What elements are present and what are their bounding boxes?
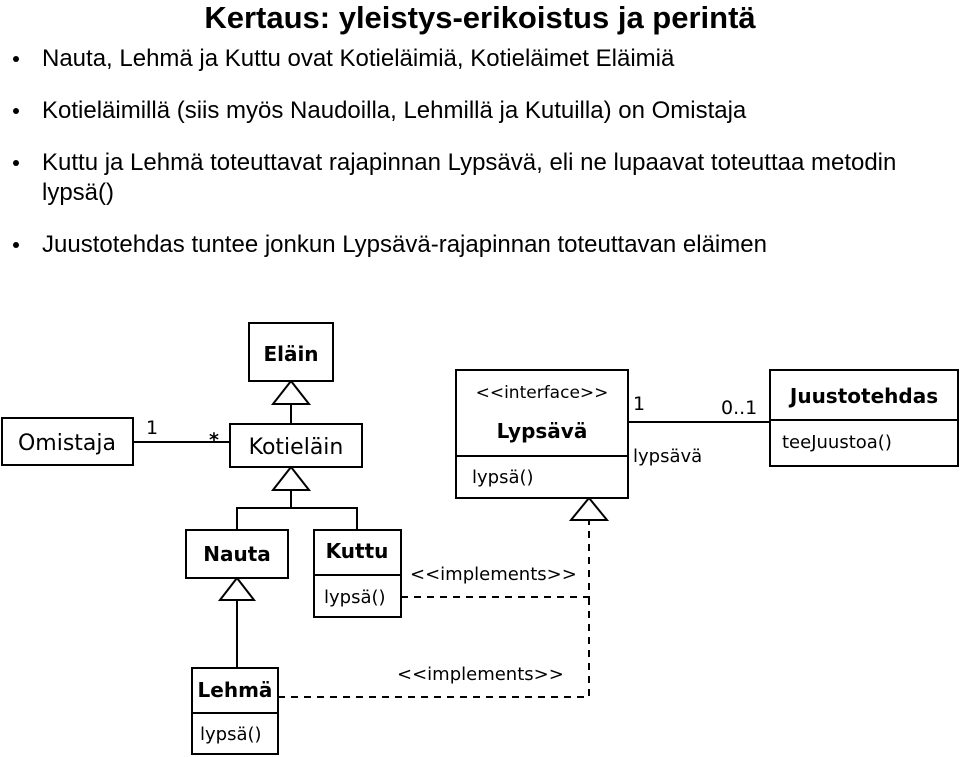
class-omistaja	[2, 418, 133, 465]
multiplicity-label: *	[209, 429, 219, 451]
multiplicity-label: 1	[146, 417, 159, 439]
class-elain	[249, 323, 333, 381]
class-operation: lypsä()	[472, 467, 534, 488]
class-name: Kotieläin	[248, 435, 344, 460]
class-juustotehdas	[770, 370, 958, 466]
class-operation: lypsä()	[324, 587, 386, 608]
class-nauta	[186, 530, 288, 578]
class-stereotype: <<interface>>	[475, 383, 609, 403]
bullet-text: Juustotehdas tuntee jonkun Lypsävä-rajapinnan toteuttavan eläimen	[42, 231, 767, 258]
multiplicity-label: 1	[633, 393, 646, 415]
class-operation: lypsä()	[200, 724, 262, 745]
generalization-line	[237, 508, 357, 530]
class-name: Lehmä	[197, 678, 273, 702]
class-lypsava	[456, 370, 628, 498]
class-operation: teeJuustoa()	[782, 432, 892, 453]
class-name: Nauta	[203, 542, 271, 566]
bullet-text: Kotieläimillä (siis myös Naudoilla, Lehmillä ja Kutuilla) on Omistaja	[42, 97, 747, 124]
stereotype-label: <<implements>>	[397, 664, 564, 685]
class-name: Eläin	[263, 342, 319, 366]
class-lehma	[192, 668, 278, 754]
class-name: Lypsävä	[496, 419, 588, 443]
generalization-arrowhead-icon	[273, 467, 309, 490]
stereotype-label: <<implements>>	[410, 564, 577, 585]
bullet-text: Kuttu ja Lehmä toteuttavat rajapinnan Lypsävä, eli ne lupaavat toteuttaa metodin lypsä()	[42, 149, 897, 206]
class-kotielain	[230, 424, 362, 467]
class-name: Juustotehdas	[789, 384, 939, 408]
slide-title: Kertaus: yleistys-erikoistus ja perintä	[204, 0, 756, 35]
class-kuttu	[314, 530, 401, 617]
bullet-text: Nauta, Lehmä ja Kuttu ovat Kotieläimiä, Kotieläimet Eläimiä	[42, 45, 675, 72]
role-label: lypsävä	[633, 446, 703, 467]
class-name: Omistaja	[17, 431, 117, 456]
generalization-arrowhead-icon	[220, 578, 254, 600]
class-name: Kuttu	[325, 539, 389, 563]
multiplicity-label: 0..1	[721, 397, 758, 419]
realization-line	[401, 520, 589, 597]
realization-arrowhead-icon	[571, 498, 607, 520]
generalization-arrowhead-icon	[273, 381, 309, 404]
